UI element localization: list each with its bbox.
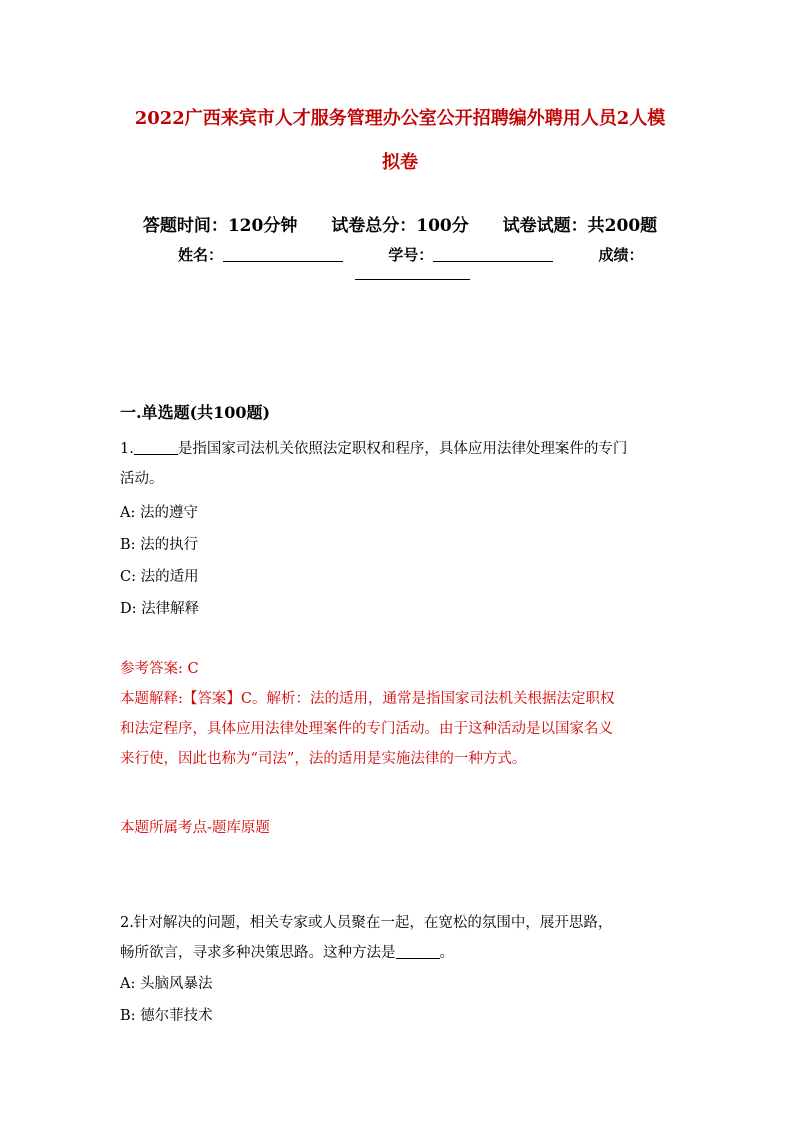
option-a: A: 头脑风暴法 — [120, 976, 213, 992]
option-b: B: 法的执行 — [120, 537, 199, 553]
id-label: 学号： — [388, 246, 434, 264]
option-c: C: 法的适用 — [120, 569, 199, 585]
question-text-cont: 畅所欲言，寻求多种决策思路。这种方法是 — [120, 945, 396, 961]
id-blank — [433, 247, 553, 262]
question-source: 本题所属考点-题库原题 — [120, 820, 270, 836]
score-label: 成绩： — [598, 246, 644, 264]
question-2 — [120, 908, 690, 968]
option-d: D: 法律解释 — [120, 601, 200, 617]
exam-duration: 答题时间：120分钟 — [142, 216, 298, 236]
exam-total-score: 试卷总分：100分 — [331, 216, 469, 236]
option-a: A: 法的遵守 — [120, 505, 198, 521]
question-text-cont: 活动。 — [120, 471, 164, 487]
exam-title-line1: 2022广西来宾市人才服务管理办公室公开招聘编外聘用人员2人模 — [134, 108, 666, 129]
exam-title-line2: 拟卷 — [382, 152, 418, 173]
explanation-line: 来行使，因此也称为“司法”，法的适用是实施法律的一种方式。 — [120, 751, 527, 767]
question-text-end: 。 — [439, 945, 454, 961]
score-blank — [355, 278, 470, 280]
fill-blank — [134, 440, 178, 455]
answer-block — [120, 654, 690, 774]
exam-question-count: 试卷试题：共200题 — [502, 216, 658, 236]
explanation-line: 本题解释:【答案】C。解析：法的适用，通常是指国家司法机关根据法定职权 — [120, 691, 615, 707]
option-b: B: 德尔菲技术 — [120, 1008, 213, 1024]
name-blank — [223, 247, 343, 262]
name-label: 姓名： — [178, 246, 224, 264]
question-text: 是指国家司法机关依照法定职权和程序，具体应用法律处理案件的专门 — [177, 441, 628, 457]
explanation-line: 和法定程序，具体应用法律处理案件的专门活动。由于这种活动是以国家名义 — [120, 721, 613, 737]
exam-meta — [0, 211, 800, 236]
reference-answer: 参考答案: C — [120, 661, 199, 677]
question-text: 2.针对解决的问题，相关专家或人员聚在一起，在宽松的氛围中，展开思路， — [120, 915, 613, 931]
question-number: 1. — [120, 441, 134, 457]
student-fields — [178, 244, 644, 265]
section-heading: 一.单选题(共100题) — [120, 403, 271, 422]
question-1 — [120, 434, 690, 494]
fill-blank — [396, 944, 440, 959]
